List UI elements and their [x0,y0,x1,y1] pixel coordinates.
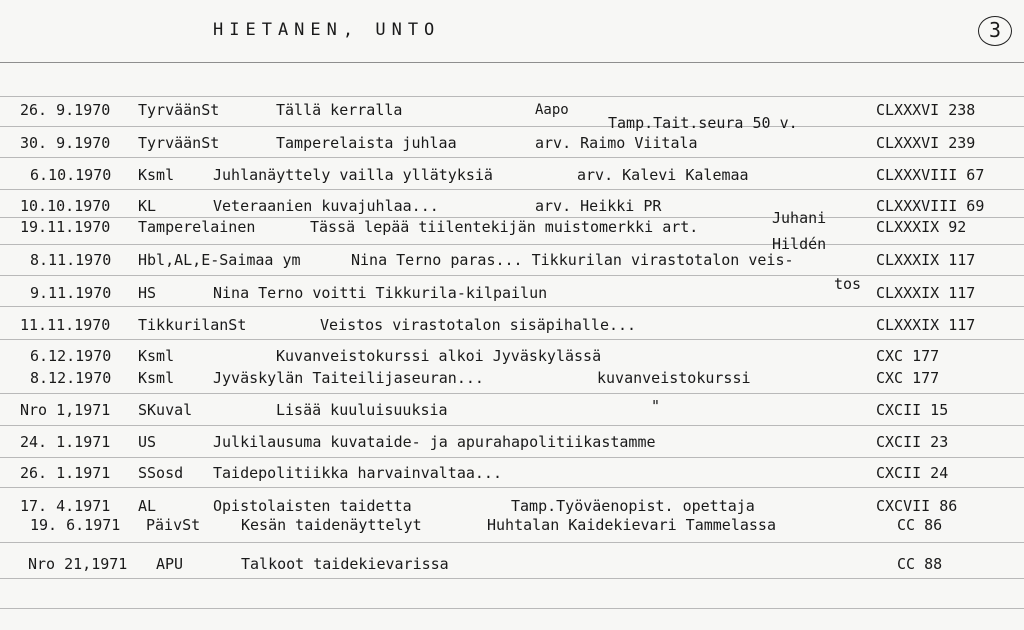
entry-note: Aapo [535,102,569,118]
entry-date: 6.10.1970 [30,166,112,184]
entry-note: arv. Heikki PR [535,197,662,215]
entry-ref: CLXXXIX 117 [876,284,976,302]
rule-line [0,487,1024,488]
entry-date: 19. 6.1971 [30,516,121,534]
entry-title: Lisää kuuluisuuksia [276,401,448,419]
entry-source: SKuval [138,401,193,419]
rule-line [0,275,1024,276]
entry-date: 8.11.1970 [30,251,112,269]
entry-ref: CXC 177 [876,369,940,387]
entry-date: 10.10.1970 [20,197,111,215]
entry-source: Ksml [138,369,175,387]
entry-ref: CLXXXVIII 69 [876,197,985,215]
entry-date: 11.11.1970 [20,316,111,334]
entry-source: APU [156,555,184,573]
entry-title: Kuvanveistokurssi alkoi Jyväskylässä [276,347,602,365]
entry-note: Huhtalan Kaidekievari Tammelassa [487,516,776,534]
entry-ref: CXC 177 [876,347,940,365]
rule-line [0,189,1024,190]
entry-date: 26. 1.1971 [20,464,111,482]
entry-ref: CXCVII 86 [876,497,958,515]
entry-date: 17. 4.1971 [20,497,111,515]
entry-date: 24. 1.1971 [20,433,111,451]
entry-note: kuvanveistokurssi [597,369,751,387]
entry-note: Hildén [772,235,827,253]
entry-source: Tamperelainen [138,218,256,236]
entry-ref: CC 88 [897,555,943,573]
rule-line [0,393,1024,394]
entry-note: " [651,397,661,415]
entry-ref: CC 86 [897,516,943,534]
entry-title: Kesän taidenäyttelyt [241,516,422,534]
entry-title: Tällä kerralla [276,101,403,119]
entry-title: Veteraanien kuvajuhlaa... [213,197,439,215]
rule-line [0,157,1024,158]
rule-line [0,339,1024,340]
entry-date: 9.11.1970 [30,284,112,302]
entry-title: Julkilausuma kuvataide- ja apurahapolitiikastamme [213,433,656,451]
rule-line [0,96,1024,97]
rule-line [0,457,1024,458]
entry-source: AL [138,497,157,515]
entry-title: Tamperelaista juhlaa [276,134,457,152]
entry-date: Nro 1,1971 [20,401,111,419]
entry-note: Tamp.Työväenopist. opettaja [511,497,755,515]
entry-source: Hbl,AL,E-Saimaa ym [138,251,301,269]
entry-source: TyrväänSt [138,134,220,152]
entry-title: Juhlanäyttely vailla yllätyksiä [213,166,493,184]
entry-source: Ksml [138,166,175,184]
rule-line [0,244,1024,245]
entry-date: 26. 9.1970 [20,101,111,119]
entry-ref: CXCII 23 [876,433,949,451]
entry-source: PäivSt [146,516,201,534]
entry-title: Jyväskylän Taiteilijaseuran... [213,369,484,387]
entry-title: Veistos virastotalon sisäpihalle... [320,316,637,334]
rule-line [0,578,1024,579]
entry-title: Talkoot taidekievarissa [241,555,449,573]
entry-date: 6.12.1970 [30,347,112,365]
entry-ref: CLXXXVI 238 [876,101,976,119]
rule-line [0,425,1024,426]
entry-note: Tamp.Tait.seura 50 v. [608,114,798,132]
entry-source: KL [138,197,157,215]
entry-title: Nina Terno voitti Tikkurila-kilpailun [213,284,548,302]
entry-note: Juhani [772,209,827,227]
entry-date: 8.12.1970 [30,369,112,387]
entry-ref: CXCII 24 [876,464,949,482]
card-number-badge: 3 [978,16,1012,46]
entry-note: arv. Raimo Viitala [535,134,698,152]
entry-title: Opistolaisten taidetta [213,497,412,515]
entry-note: arv. Kalevi Kalemaa [577,166,749,184]
entry-ref: CLXXXVI 239 [876,134,976,152]
entry-title: Taidepolitiikka harvainvaltaa... [213,464,502,482]
entry-source: TyrväänSt [138,101,220,119]
entry-title: Nina Terno paras... Tikkurilan virastotalon veis- [351,251,794,269]
entry-note: tos [834,275,862,293]
entry-source: Ksml [138,347,175,365]
entry-date: Nro 21,1971 [28,555,128,573]
entry-source: SSosd [138,464,184,482]
entry-source: HS [138,284,157,302]
entry-ref: CLXXXIX 117 [876,251,976,269]
entry-ref: CXCII 15 [876,401,949,419]
entry-ref: CLXXXIX 117 [876,316,976,334]
rule-line [0,126,1024,127]
entry-title: Tässä lepää tiilentekijän muistomerkki art. [310,218,699,236]
entry-ref: CLXXXVIII 67 [876,166,985,184]
entry-source: US [138,433,157,451]
entry-source: TikkurilanSt [138,316,247,334]
entry-ref: CLXXXIX 92 [876,218,967,236]
card-title: HIETANEN, UNTO [213,20,441,40]
rule-line [0,542,1024,543]
rule-line [0,306,1024,307]
rule-line [0,608,1024,609]
entry-date: 30. 9.1970 [20,134,111,152]
rule-line [0,62,1024,63]
entry-date: 19.11.1970 [20,218,111,236]
